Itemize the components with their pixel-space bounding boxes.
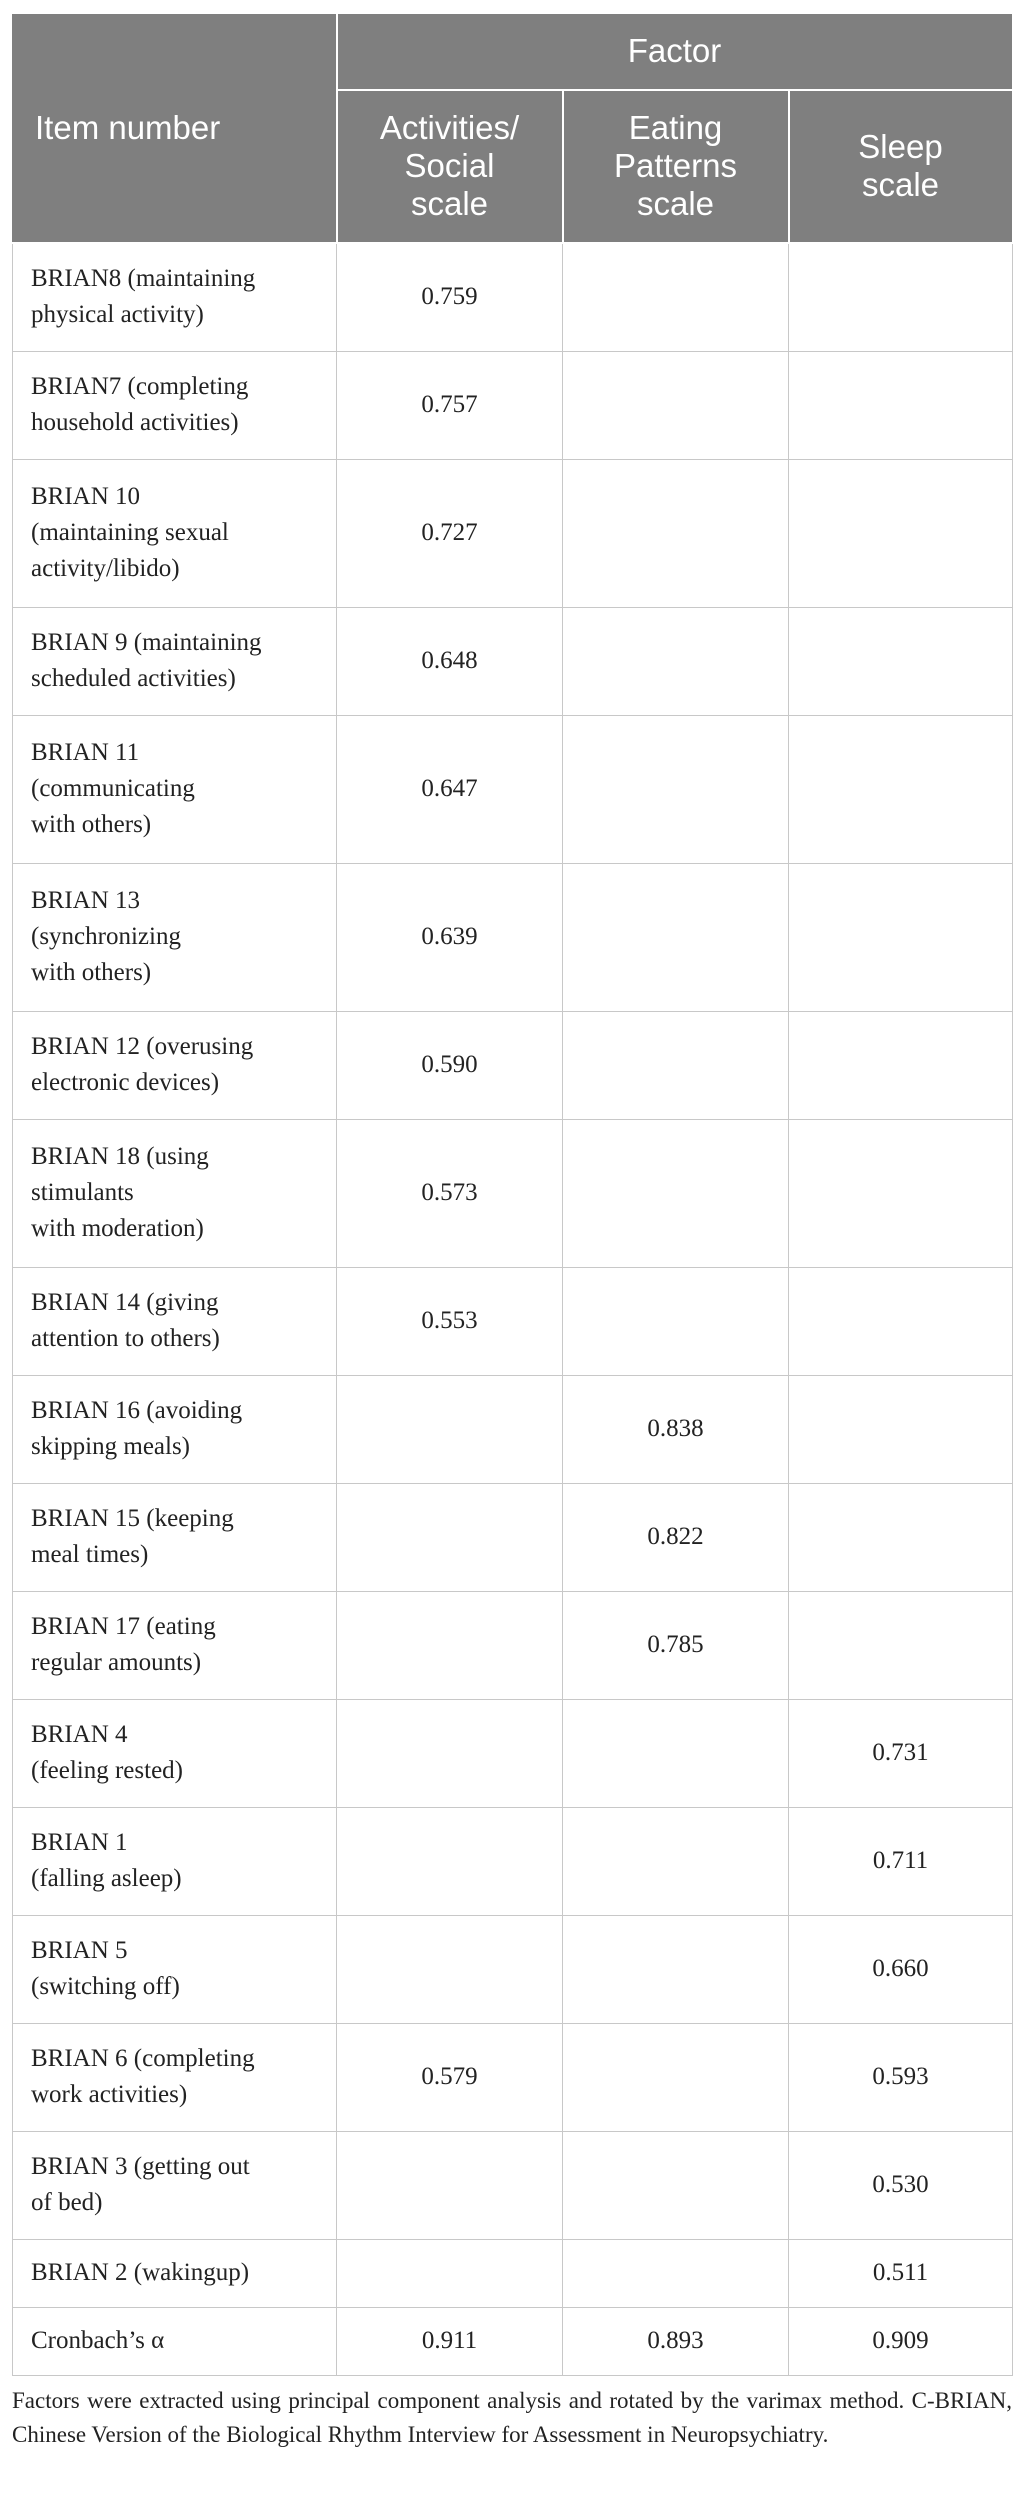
- eating-patterns-scale-header: Eating Patterns scale: [563, 90, 789, 243]
- item-cell: BRIAN 13 (synchronizing with others): [13, 863, 337, 1011]
- table-row: [13, 715, 1013, 863]
- item-cell: BRIAN 14 (giving attention to others): [13, 1267, 337, 1375]
- activities-social-loading: [337, 1807, 563, 1915]
- item-cell: BRIAN 11 (communicating with others): [13, 715, 337, 863]
- sleep-loading: 0.530: [789, 2131, 1013, 2239]
- eating-patterns-loading: 0.822: [563, 1483, 789, 1591]
- eating-patterns-loading: [563, 863, 789, 1011]
- eating-patterns-loading: [563, 243, 789, 351]
- activities-social-loading: 0.573: [337, 1119, 563, 1267]
- table-row: [13, 459, 1013, 607]
- eating-patterns-loading: 0.838: [563, 1375, 789, 1483]
- sleep-loading: [789, 1011, 1013, 1119]
- factor-header: Factor: [337, 13, 1013, 90]
- item-cell: BRIAN 16 (avoiding skipping meals): [13, 1375, 337, 1483]
- sleep-loading: 0.660: [789, 1915, 1013, 2023]
- table-row: [13, 1591, 1013, 1699]
- item-cell: BRIAN7 (completing household activities): [13, 351, 337, 459]
- table-header: [13, 13, 1013, 243]
- sleep-loading: [789, 863, 1013, 1011]
- item-cell: BRIAN 9 (maintaining scheduled activities): [13, 607, 337, 715]
- item-cell: BRIAN 15 (keeping meal times): [13, 1483, 337, 1591]
- activities-social-loading: [337, 2131, 563, 2239]
- table-row: [13, 2239, 1013, 2307]
- sleep-loading: [789, 715, 1013, 863]
- table-row: [13, 1915, 1013, 2023]
- activities-social-loading: 0.759: [337, 243, 563, 351]
- table-row: [13, 1699, 1013, 1807]
- item-number-header: Item number: [13, 13, 337, 243]
- activities-social-loading: [337, 1699, 563, 1807]
- table-row: [13, 1807, 1013, 1915]
- sleep-loading: [789, 1591, 1013, 1699]
- activities-social-loading: 0.911: [337, 2307, 563, 2375]
- activities-social-loading: 0.648: [337, 607, 563, 715]
- activities-social-loading: 0.727: [337, 459, 563, 607]
- eating-patterns-loading: [563, 459, 789, 607]
- table-row: [13, 2023, 1013, 2131]
- item-cell: BRIAN 3 (getting out of bed): [13, 2131, 337, 2239]
- table-row: [13, 2131, 1013, 2239]
- table-row: [13, 1119, 1013, 1267]
- activities-social-loading: 0.553: [337, 1267, 563, 1375]
- sleep-loading: [789, 1483, 1013, 1591]
- table-row: [13, 1483, 1013, 1591]
- activities-social-loading: 0.639: [337, 863, 563, 1011]
- item-cell: BRIAN 18 (using stimulants with moderation): [13, 1119, 337, 1267]
- table-container: [12, 12, 1012, 2452]
- activities-social-loading: 0.757: [337, 351, 563, 459]
- eating-patterns-loading: [563, 715, 789, 863]
- sleep-loading: 0.731: [789, 1699, 1013, 1807]
- item-cell: BRIAN 17 (eating regular amounts): [13, 1591, 337, 1699]
- sleep-loading: [789, 607, 1013, 715]
- eating-patterns-loading: [563, 2023, 789, 2131]
- item-cell: BRIAN 2 (wakingup): [13, 2239, 337, 2307]
- eating-patterns-loading: [563, 1011, 789, 1119]
- eating-patterns-loading: [563, 1119, 789, 1267]
- table-row: [13, 1267, 1013, 1375]
- table-row: [13, 351, 1013, 459]
- sleep-loading: [789, 1119, 1013, 1267]
- eating-patterns-loading: [563, 2131, 789, 2239]
- activities-social-loading: [337, 1915, 563, 2023]
- table-footnote: Factors were extracted using principal component analysis and rotated by the varimax method. C-BRIAN, Chinese Version of the Biological Rhythm Interview for Assessment in Neuropsychiatry.: [12, 2387, 1012, 2447]
- table-row: [13, 1011, 1013, 1119]
- item-cell: Cronbach’s α: [13, 2307, 337, 2375]
- item-cell: BRIAN8 (maintaining physical activity): [13, 243, 337, 351]
- eating-patterns-loading: 0.893: [563, 2307, 789, 2375]
- cronbach-alpha-row: [13, 2307, 1013, 2375]
- activities-social-scale-header: Activities/ Social scale: [337, 90, 563, 243]
- activities-social-loading: [337, 1375, 563, 1483]
- eating-patterns-loading: [563, 607, 789, 715]
- eating-patterns-loading: [563, 1915, 789, 2023]
- table-row: [13, 607, 1013, 715]
- eating-patterns-loading: [563, 2239, 789, 2307]
- sleep-scale-header: Sleep scale: [789, 90, 1013, 243]
- table-body: [13, 243, 1013, 2375]
- table-row: [13, 243, 1013, 351]
- activities-social-loading: [337, 1591, 563, 1699]
- table-row: [13, 1375, 1013, 1483]
- activities-social-loading: 0.590: [337, 1011, 563, 1119]
- sleep-loading: [789, 243, 1013, 351]
- item-cell: BRIAN 12 (overusing electronic devices): [13, 1011, 337, 1119]
- sleep-loading: 0.909: [789, 2307, 1013, 2375]
- item-cell: BRIAN 6 (completing work activities): [13, 2023, 337, 2131]
- item-cell: BRIAN 4 (feeling rested): [13, 1699, 337, 1807]
- sleep-loading: [789, 459, 1013, 607]
- eating-patterns-loading: [563, 1699, 789, 1807]
- table-row: [13, 863, 1013, 1011]
- activities-social-loading: 0.647: [337, 715, 563, 863]
- activities-social-loading: 0.579: [337, 2023, 563, 2131]
- eating-patterns-loading: 0.785: [563, 1591, 789, 1699]
- item-cell: BRIAN 5 (switching off): [13, 1915, 337, 2023]
- activities-social-loading: [337, 2239, 563, 2307]
- eating-patterns-loading: [563, 351, 789, 459]
- eating-patterns-loading: [563, 1267, 789, 1375]
- sleep-loading: 0.511: [789, 2239, 1013, 2307]
- activities-social-loading: [337, 1483, 563, 1591]
- sleep-loading: [789, 351, 1013, 459]
- sleep-loading: [789, 1267, 1013, 1375]
- item-cell: BRIAN 1 (falling asleep): [13, 1807, 337, 1915]
- sleep-loading: 0.593: [789, 2023, 1013, 2131]
- eating-patterns-loading: [563, 1807, 789, 1915]
- item-cell: BRIAN 10 (maintaining sexual activity/libido): [13, 459, 337, 607]
- sleep-loading: [789, 1375, 1013, 1483]
- sleep-loading: 0.711: [789, 1807, 1013, 1915]
- factor-loadings-table: [12, 12, 1014, 2376]
